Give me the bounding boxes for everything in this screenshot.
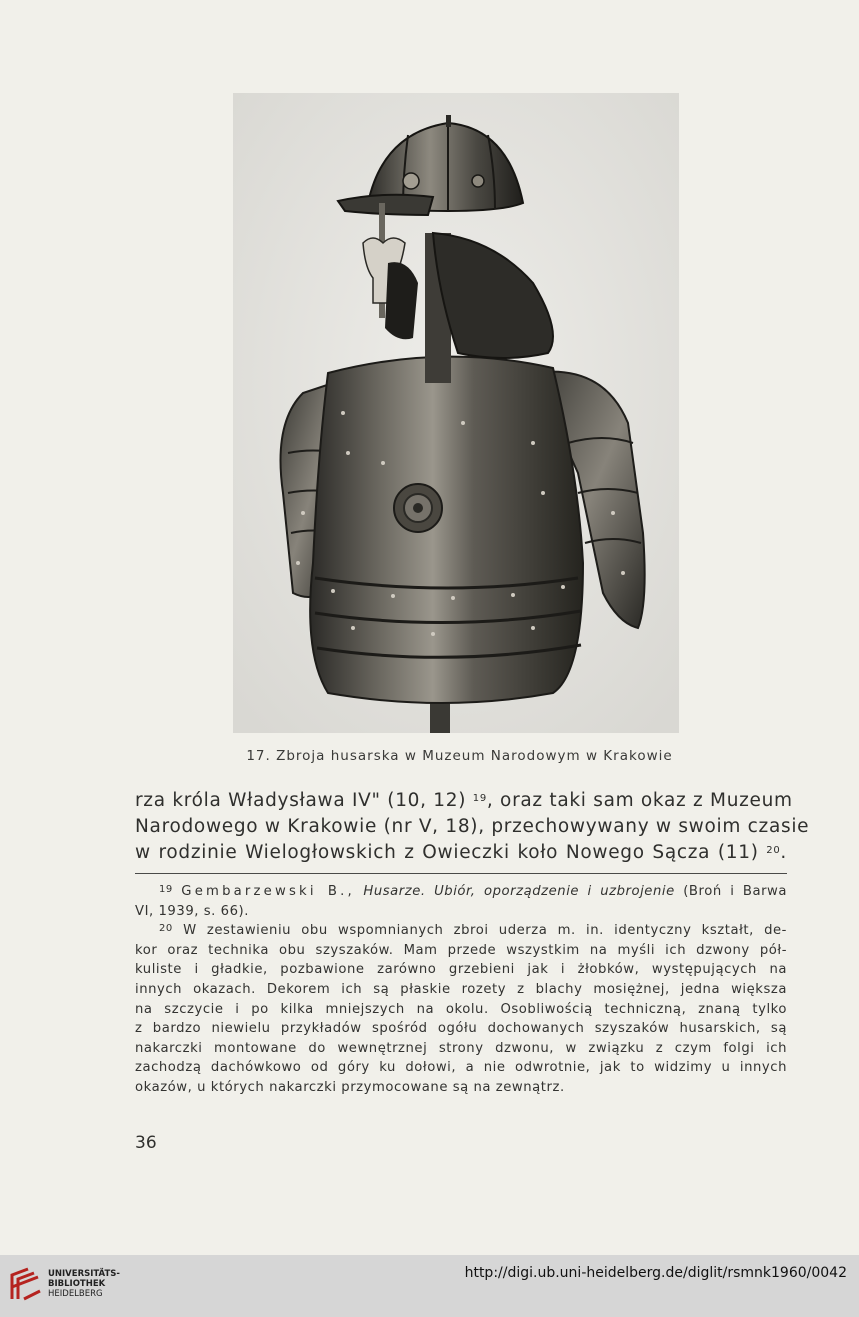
permalink-url[interactable]: http://digi.ub.uni-heidelberg.de/diglit/rsmnk1960/0042 bbox=[464, 1265, 847, 1281]
hussar-armor-image bbox=[233, 93, 679, 733]
body-text-segment: . bbox=[780, 842, 787, 863]
library-name-line: UNIVERSITÄTS- bbox=[48, 1269, 120, 1279]
figure-caption: 17. Zbroja husarska w Muzeum Narodowym w Krakowie bbox=[246, 748, 673, 764]
library-name-line: BIBLIOTHEK bbox=[48, 1279, 106, 1289]
body-line bbox=[135, 788, 793, 814]
footnote-ref-20[interactable]: 20 bbox=[766, 845, 781, 856]
library-logo-icon bbox=[8, 1265, 44, 1303]
footnote-divider bbox=[135, 873, 787, 874]
footnote-source: (Broń i Barwa bbox=[683, 884, 788, 899]
footnote-author: Gembarzewski B., bbox=[181, 884, 355, 899]
page-number: 36 bbox=[135, 1133, 157, 1153]
body-paragraph bbox=[135, 788, 810, 866]
footnote-marker: 20 bbox=[159, 923, 173, 935]
library-name bbox=[48, 1269, 120, 1299]
footnote-20-line: zachodzą dachówkowo od góry ku dołowi, a nie odwrotnie, jak to widzimy u innych bbox=[135, 1060, 787, 1076]
footnote-20-line: na szczycie i po kilka mniejszych na okolu. Osobliwością techniczną, znaną tylko bbox=[135, 1001, 787, 1017]
body-line bbox=[135, 840, 787, 866]
footnote-19 bbox=[135, 882, 787, 902]
armor-photograph bbox=[233, 93, 679, 733]
footnotes bbox=[135, 882, 787, 1098]
library-footer-bar bbox=[0, 1255, 859, 1317]
body-text-segment: rza króla Władysława IV" (10, 12) bbox=[135, 790, 467, 811]
footnote-20-line: z bardzo niewielu przykładów spośród ogółu dochowanych szyszaków husarskich, są bbox=[135, 1021, 787, 1037]
footnote-20-line: kuliste i gładkie, pozbawione zarówno grzebieni jak i żłobków, występujących na bbox=[135, 962, 787, 978]
library-logo[interactable] bbox=[8, 1263, 118, 1307]
footnote-marker: 19 bbox=[159, 884, 173, 895]
footnote-20-line: kor oraz technika obu szyszaków. Mam przede wszystkim na myśli ich dzwony pół- bbox=[135, 942, 787, 958]
footnote-20 bbox=[135, 921, 787, 941]
footnote-20-line: okazów, u których nakarczki przymocowane są na zewnątrz. bbox=[135, 1079, 565, 1095]
footnote-20-line: nakarczki montowane do wewnętrznej strony dzwonu, w związku z czym folgi ich bbox=[135, 1040, 787, 1056]
footnote-ref-19[interactable]: 19 bbox=[472, 793, 487, 804]
body-text-segment: , oraz taki sam okaz z Muzeum bbox=[486, 790, 793, 811]
footnote-text: W zestawieniu obu wspomnianych zbroi uderza m. in. identyczny kształt, de- bbox=[183, 923, 787, 939]
footnote-19-continued: VI, 1939, s. 66). bbox=[135, 903, 249, 919]
body-text-segment: w rodzinie Wielogłowskich z Owieczki koło Nowego Sącza (11) bbox=[135, 842, 759, 863]
footnote-20-line: innych okazach. Dekorem ich są płaskie rozety z blachy mosiężnej, jedna większa bbox=[135, 981, 787, 997]
body-line: Narodowego w Krakowie (nr V, 18), przechowywany w swoim czasie bbox=[135, 816, 810, 837]
footnote-title: Husarze. Ubiór, oporządzenie i uzbrojenie bbox=[363, 884, 675, 899]
library-name-line: HEIDELBERG bbox=[48, 1289, 103, 1299]
